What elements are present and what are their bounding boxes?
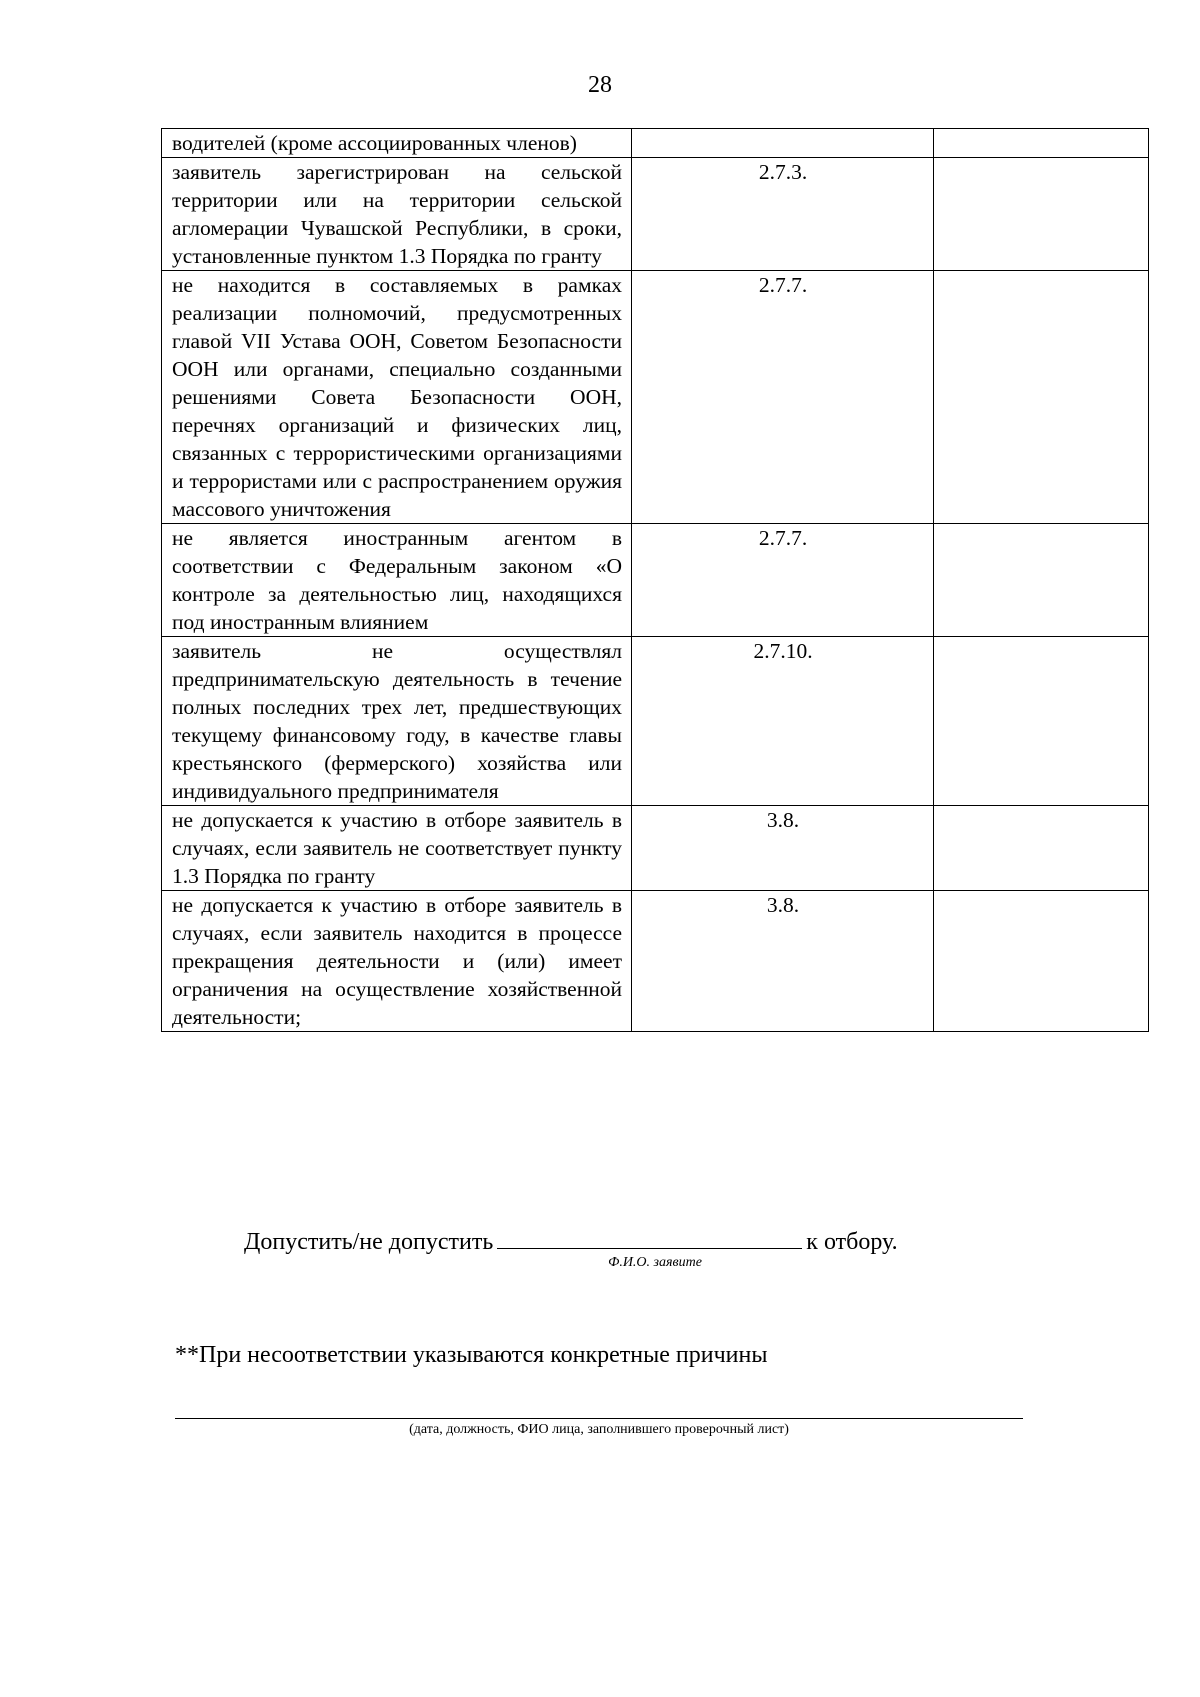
table-row bbox=[162, 158, 1149, 271]
table-row bbox=[162, 129, 1149, 158]
point-cell: 2.7.7. bbox=[632, 271, 934, 524]
note-cell bbox=[934, 271, 1149, 524]
point-cell: 3.8. bbox=[632, 806, 934, 891]
table-row bbox=[162, 271, 1149, 524]
admit-line bbox=[244, 1226, 898, 1257]
footnote: **При несоответствии указываются конкретные причины bbox=[175, 1342, 768, 1368]
note-cell bbox=[934, 637, 1149, 806]
point-cell: 2.7.10. bbox=[632, 637, 934, 806]
point-cell: 2.7.7. bbox=[632, 524, 934, 637]
signature-line[interactable] bbox=[175, 1418, 1023, 1419]
note-cell bbox=[934, 891, 1149, 1032]
point-cell bbox=[632, 129, 934, 158]
criterion-cell: не допускается к участию в отборе заявитель в случаях, если заявитель находится в процессе прекращения деятельности и (или) имеет ограничения на осуществление хозяйственной деятельности; bbox=[162, 891, 632, 1032]
admit-suffix: к отбору. bbox=[806, 1229, 898, 1255]
note-cell bbox=[934, 158, 1149, 271]
criterion-cell: не является иностранным агентом в соответствии с Федеральным законом «О контроле за деятельностью лиц, находящихся под иностранным влиянием bbox=[162, 524, 632, 637]
page-number: 28 bbox=[588, 72, 612, 98]
check-table bbox=[161, 128, 1149, 1032]
criterion-cell: заявитель не осуществлял предпринимательскую деятельность в течение полных последних трех лет, предшествующих текущему финансовому году, в качестве главы крестьянского (фермерского) хозяйства или индивидуального предпринимателя bbox=[162, 637, 632, 806]
criterion-cell: не допускается к участию в отборе заявитель в случаях, если заявитель не соответствует пункту 1.3 Порядка по гранту bbox=[162, 806, 632, 891]
table-row bbox=[162, 524, 1149, 637]
note-cell bbox=[934, 806, 1149, 891]
note-cell bbox=[934, 129, 1149, 158]
criterion-cell: заявитель зарегистрирован на сельской территории или на территории сельской агломерации Чувашской Республики, в сроки, установленные пунктом 1.3 Порядка по гранту bbox=[162, 158, 632, 271]
table-row bbox=[162, 637, 1149, 806]
criterion-cell: водителей (кроме ассоциированных членов) bbox=[162, 129, 632, 158]
table-row bbox=[162, 806, 1149, 891]
note-cell bbox=[934, 524, 1149, 637]
admit-name-blank[interactable] bbox=[497, 1226, 802, 1249]
table-row bbox=[162, 891, 1149, 1032]
fio-caption: Ф.И.О. заявите bbox=[608, 1255, 702, 1270]
criterion-cell: не находится в составляемых в рамках реализации полномочий, предусмотренных главой VII Устава ООН, Советом Безопасности ООН или органами, специально созданными решениями Совета Безопасности ООН, перечнях организаций и физических лиц, связанных с террористическими организациями и террористами или с распространением оружия массового уничтожения bbox=[162, 271, 632, 524]
signature-caption: (дата, должность, ФИО лица, заполнившего проверочный лист) bbox=[409, 1422, 789, 1437]
point-cell: 2.7.3. bbox=[632, 158, 934, 271]
point-cell: 3.8. bbox=[632, 891, 934, 1032]
admit-prefix: Допустить/не допустить bbox=[244, 1229, 494, 1255]
